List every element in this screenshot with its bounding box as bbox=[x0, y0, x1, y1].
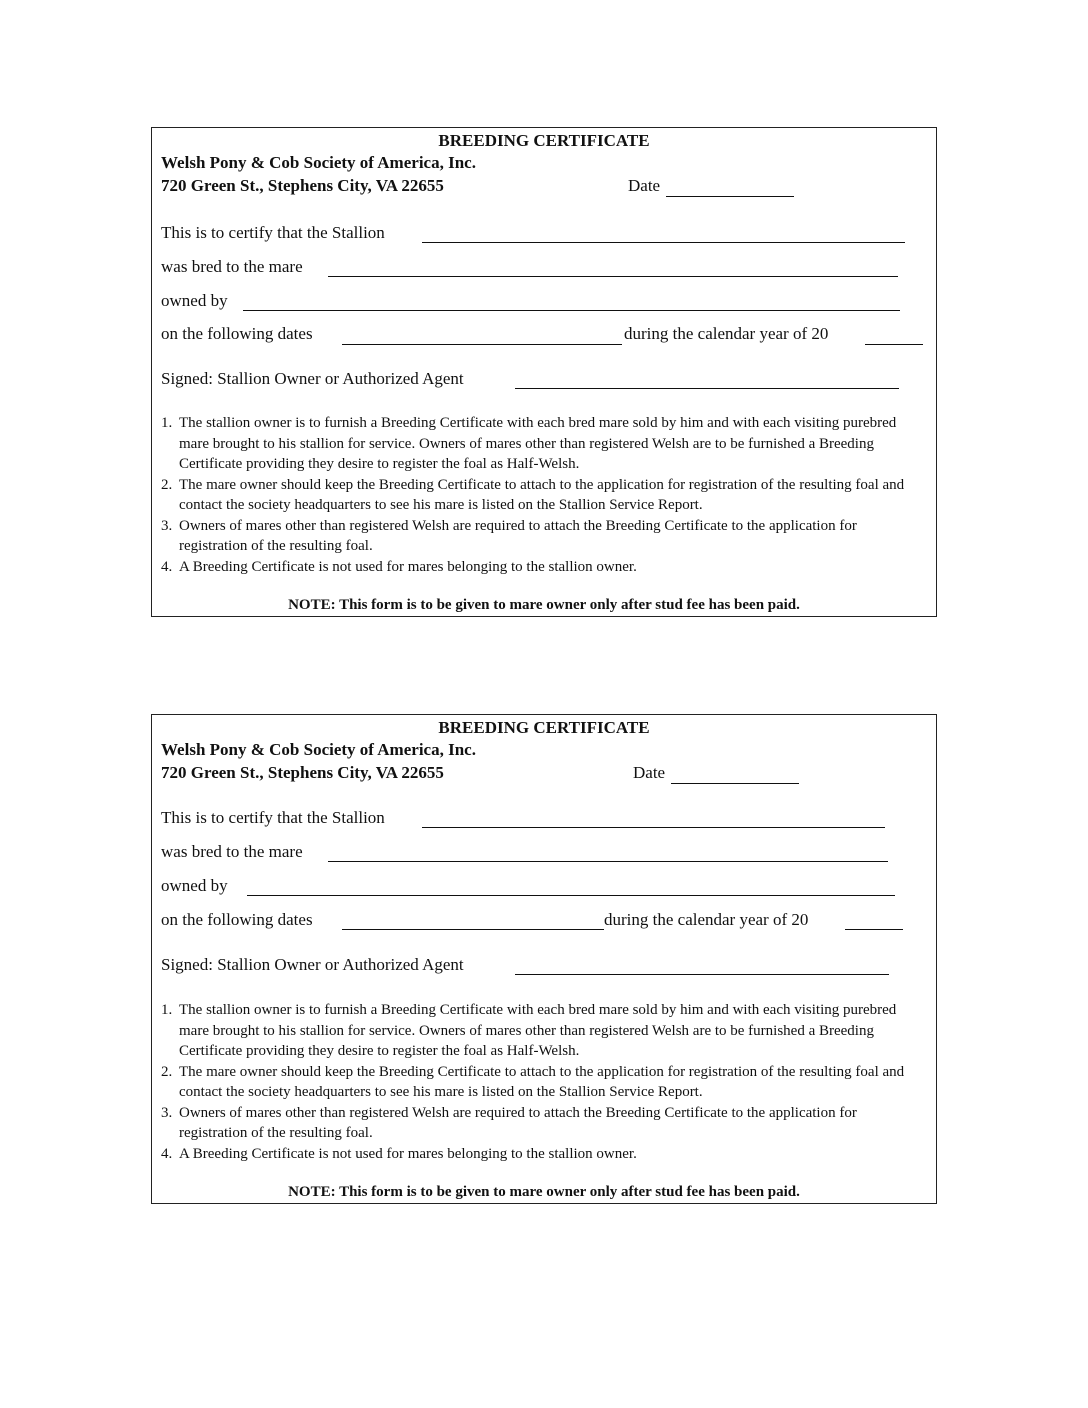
organization-name: Welsh Pony & Cob Society of America, Inc. bbox=[161, 153, 476, 172]
stud-fee-note: NOTE: This form is to be given to mare owner only after stud fee has been paid. bbox=[288, 597, 800, 613]
instruction-item: 3. Owners of mares other than registered Welsh are required to attach the Breeding Certificate to the application for registration of the resulting foal. bbox=[161, 1104, 857, 1141]
owner-label: owned by bbox=[161, 291, 228, 310]
instruction-item: 1. The stallion owner is to furnish a Breeding Certificate with each bred mare sold by him and with each visiting purebred mare brought to his stallion for service. Owners of mares other than registered Welsh are to be furnished a Breeding Certificate providing they desire to register the foal as Half-Welsh. bbox=[161, 1002, 897, 1059]
instruction-item: 4. A Breeding Certificate is not used for mares belonging to the stallion owner. bbox=[161, 558, 637, 575]
owner-label: owned by bbox=[161, 876, 228, 895]
instruction-item: 1. The stallion owner is to furnish a Breeding Certificate with each bred mare sold by him and with each visiting purebred mare brought to his stallion for service. Owners of mares other than registered Welsh are to be furnished a Breeding Certificate providing they desire to register the foal as Half-Welsh. bbox=[161, 415, 897, 472]
date-label: Date bbox=[633, 763, 666, 782]
organization-name: Welsh Pony & Cob Society of America, Inc. bbox=[161, 740, 476, 759]
stallion-label: This is to certify that the Stallion bbox=[161, 808, 385, 827]
signature-field[interactable] bbox=[515, 388, 899, 389]
year-field[interactable] bbox=[865, 344, 923, 345]
calendar-year-label: during the calendar year of 20 bbox=[624, 324, 829, 343]
instruction-item: 2. The mare owner should keep the Breeding Certificate to attach to the application for registration of the resulting foal and contact the society headquarters to see his mare is listed on the Stallion Service Report. bbox=[161, 1063, 905, 1100]
date-label: Date bbox=[628, 176, 661, 195]
mare-field[interactable] bbox=[328, 276, 898, 277]
date-field[interactable] bbox=[671, 783, 799, 784]
owner-field[interactable] bbox=[247, 895, 895, 896]
breeding-dates-field[interactable] bbox=[342, 929, 604, 930]
instruction-item: 2. The mare owner should keep the Breeding Certificate to attach to the application for registration of the resulting foal and contact the society headquarters to see his mare is listed on the Stallion Service Report. bbox=[161, 476, 905, 513]
dates-label: on the following dates bbox=[161, 910, 313, 929]
mare-field[interactable] bbox=[328, 861, 888, 862]
owner-field[interactable] bbox=[243, 310, 900, 311]
signed-label: Signed: Stallion Owner or Authorized Agent bbox=[161, 955, 464, 974]
instructions-list bbox=[161, 413, 920, 577]
instruction-item: 3. Owners of mares other than registered Welsh are required to attach the Breeding Certificate to the application for registration of the resulting foal. bbox=[161, 517, 857, 554]
calendar-year-label: during the calendar year of 20 bbox=[604, 910, 809, 929]
breeding-certificate-form bbox=[151, 714, 937, 1204]
dates-label: on the following dates bbox=[161, 324, 313, 343]
year-field[interactable] bbox=[845, 929, 903, 930]
mare-label: was bred to the mare bbox=[161, 257, 303, 276]
mare-label: was bred to the mare bbox=[161, 842, 303, 861]
certificate-title: BREEDING CERTIFICATE bbox=[438, 718, 650, 737]
signature-field[interactable] bbox=[515, 974, 889, 975]
instructions-list bbox=[161, 1000, 920, 1164]
date-field[interactable] bbox=[666, 196, 794, 197]
stallion-field[interactable] bbox=[422, 242, 905, 243]
organization-address: 720 Green St., Stephens City, VA 22655 bbox=[161, 176, 444, 195]
breeding-dates-field[interactable] bbox=[342, 344, 622, 345]
stud-fee-note: NOTE: This form is to be given to mare owner only after stud fee has been paid. bbox=[288, 1184, 800, 1200]
stallion-field[interactable] bbox=[422, 827, 885, 828]
breeding-certificate-form bbox=[151, 127, 937, 617]
signed-label: Signed: Stallion Owner or Authorized Agent bbox=[161, 369, 464, 388]
certificate-title: BREEDING CERTIFICATE bbox=[438, 131, 650, 150]
instruction-item: 4. A Breeding Certificate is not used for mares belonging to the stallion owner. bbox=[161, 1145, 637, 1162]
organization-address: 720 Green St., Stephens City, VA 22655 bbox=[161, 763, 444, 782]
stallion-label: This is to certify that the Stallion bbox=[161, 223, 385, 242]
